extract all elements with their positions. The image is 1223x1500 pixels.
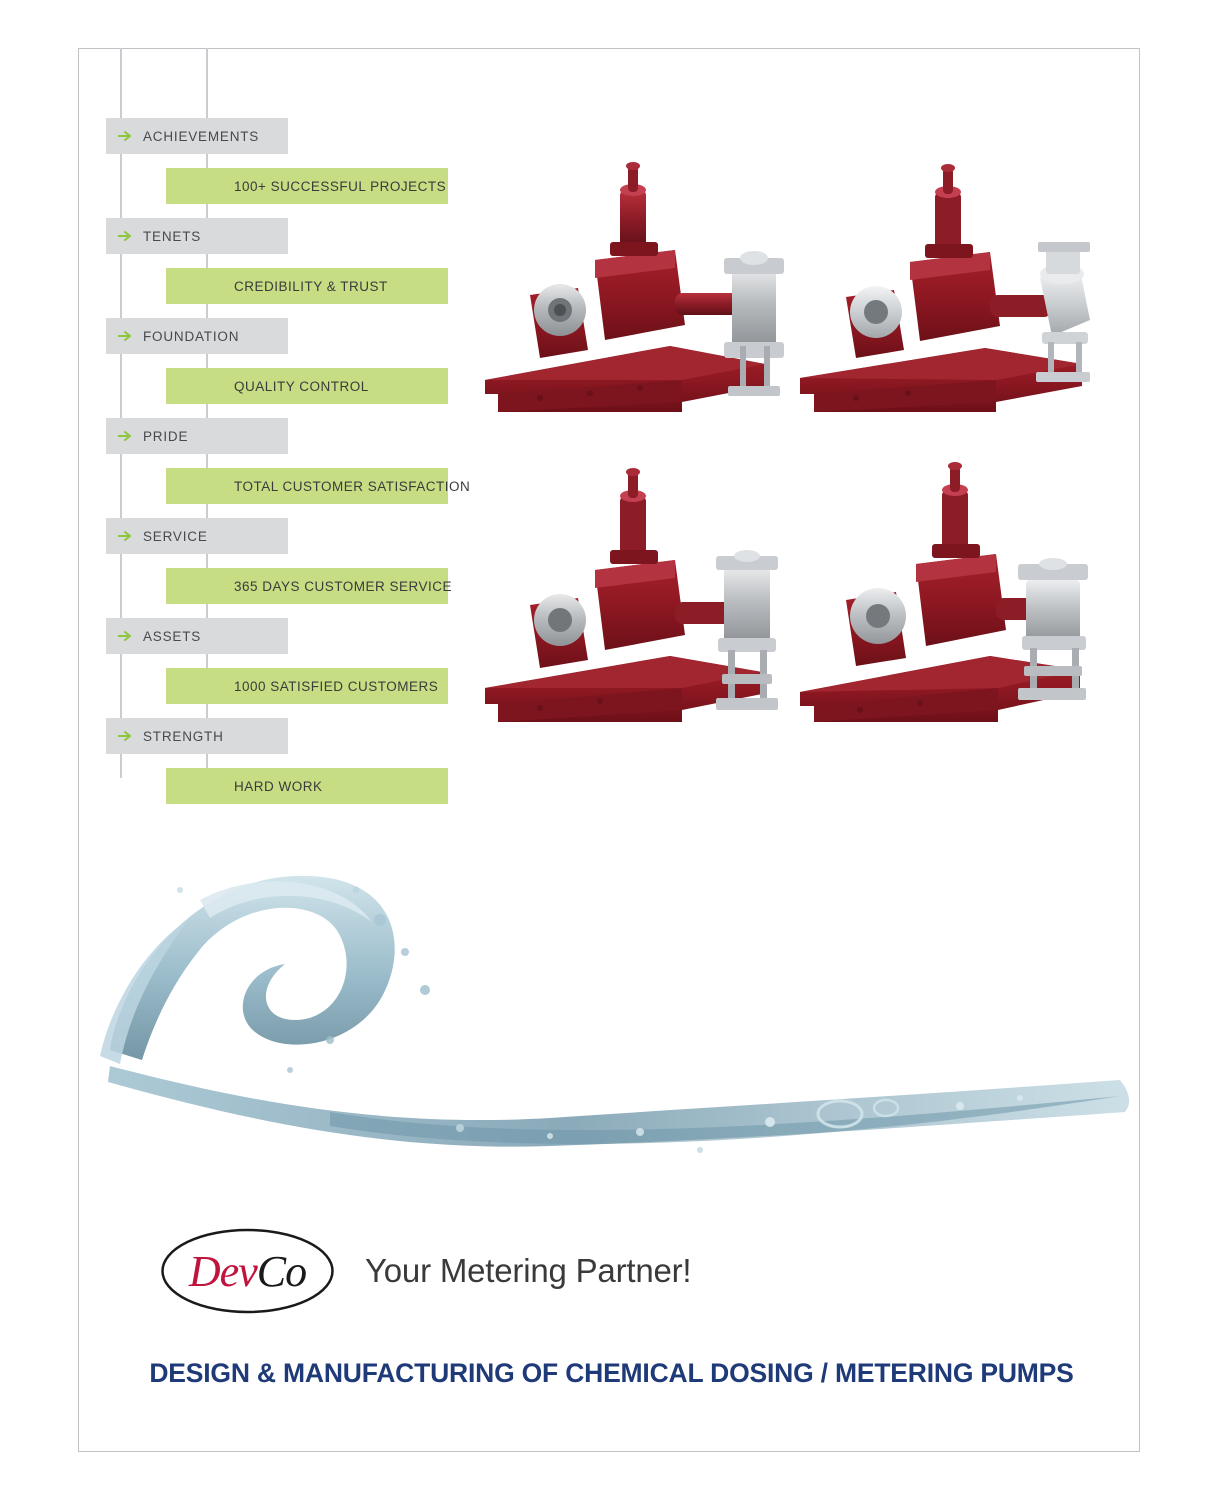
list-row: [106, 218, 466, 294]
arrow-right-icon: [118, 730, 134, 742]
logo-dev-text: Dev: [188, 1246, 257, 1296]
list-item-head-label: ACHIEVEMENTS: [143, 128, 260, 144]
list-item-value-label: TOTAL CUSTOMER SATISFACTION: [234, 478, 471, 494]
list-item-head-label: ASSETS: [143, 628, 202, 644]
list-item-head-label: PRIDE: [143, 428, 189, 444]
arrow-right-icon: [118, 630, 134, 642]
list-item-value-label: QUALITY CONTROL: [234, 378, 369, 394]
list-item-value: [166, 768, 448, 804]
list-row: [106, 618, 466, 694]
tagline: Your Metering Partner!: [365, 1252, 692, 1289]
water-splash-image: [80, 860, 1140, 1200]
list-item-head-label: SERVICE: [143, 528, 208, 544]
logo-wordmark: [160, 1228, 335, 1314]
list-item-value: [166, 468, 471, 504]
pump-photo-3: [470, 460, 790, 780]
list-item-value-label: 1000 SATISFIED CUSTOMERS: [234, 678, 439, 694]
list-item-value: [166, 668, 448, 704]
achievements-list: [106, 118, 471, 794]
list-item-value-label: 365 DAYS CUSTOMER SERVICE: [234, 578, 453, 594]
list-item-value: [166, 268, 448, 304]
list-row: [106, 718, 466, 794]
list-item-head-label: FOUNDATION: [143, 328, 240, 344]
arrow-right-icon: [118, 430, 134, 442]
arrow-right-icon: [118, 330, 134, 342]
list-item-value-label: 100+ SUCCESSFUL PROJECTS: [234, 178, 447, 194]
logo-co-text: Co: [256, 1246, 307, 1296]
arrow-right-icon: [118, 530, 134, 542]
devco-logo: [160, 1228, 335, 1314]
logo-block: [160, 1228, 691, 1314]
list-item-head: [106, 518, 288, 554]
list-item-head-label: STRENGTH: [143, 728, 224, 744]
pump-photo-2: [790, 150, 1110, 470]
list-item-head: [106, 418, 288, 454]
list-item-value-label: CREDIBILITY & TRUST: [234, 278, 388, 294]
pump-photo-4: [790, 460, 1110, 780]
list-item-head: [106, 718, 288, 754]
arrow-right-icon: [118, 230, 134, 242]
list-item-value: [166, 168, 448, 204]
list-item-head: [106, 318, 288, 354]
list-row: [106, 518, 466, 594]
list-row: [106, 418, 471, 494]
list-item-value-label: HARD WORK: [234, 778, 323, 794]
list-item-head: [106, 618, 288, 654]
list-row: [106, 118, 466, 194]
pump-photo-1: [470, 150, 790, 470]
pump-image-grid: [470, 150, 1110, 800]
list-item-value: [166, 368, 448, 404]
list-item-head-label: TENETS: [143, 228, 202, 244]
list-item-value: [166, 568, 453, 604]
list-row: [106, 318, 466, 394]
footer-title: DESIGN & MANUFACTURING OF CHEMICAL DOSING / METERING PUMPS: [149, 1358, 1074, 1388]
list-item-head: [106, 218, 288, 254]
